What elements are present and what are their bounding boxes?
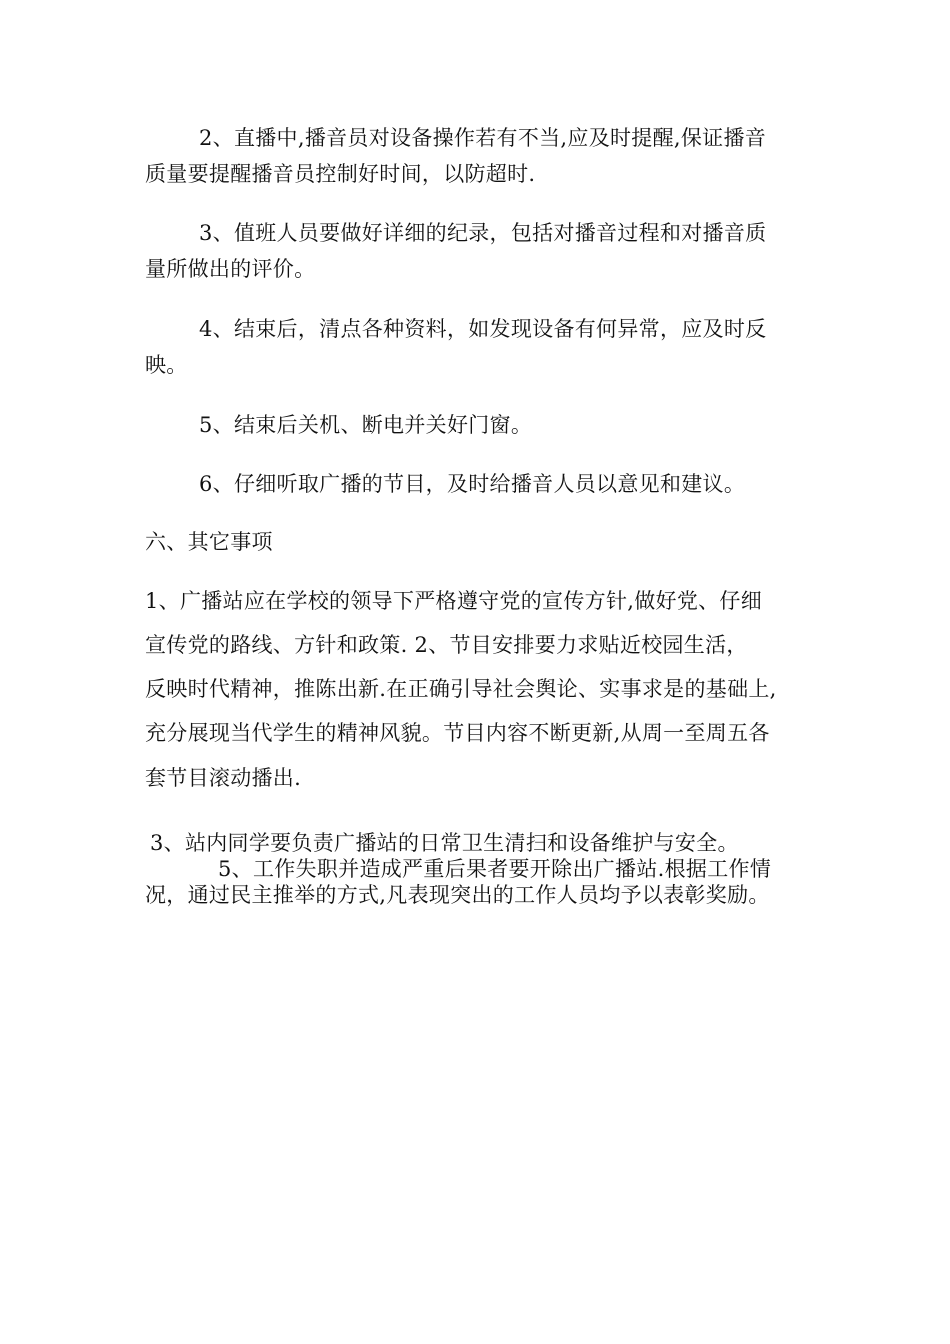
paragraph-line: 质量要提醒播音员控制好时间，以防超时.: [145, 162, 536, 186]
paragraph-line: 反映时代精神，推陈出新.在正确引导社会舆论、实事求是的基础上,: [145, 677, 777, 701]
paragraph-line: 5、工作失职并造成严重后果者要开除出广播站.根据工作情: [218, 857, 772, 881]
paragraph-line: 5、结束后关机、断电并关好门窗。: [199, 413, 533, 437]
paragraph-line: 量所做出的评价。: [145, 257, 316, 281]
paragraph-line: 3、值班人员要做好详细的纪录，包括对播音过程和对播音质: [199, 221, 767, 245]
paragraph-line: 况，通过民主推举的方式,凡表现突出的工作人员均予以表彰奖励。: [145, 883, 770, 907]
paragraph-line: 1、广播站应在学校的领导下严格遵守党的宣传方针,做好党、仔细: [145, 589, 763, 613]
paragraph-line: 3、站内同学要负责广播站的日常卫生清扫和设备维护与安全。: [150, 831, 739, 855]
paragraph-line: 6、仔细听取广播的节目，及时给播音人员以意见和建议。: [199, 472, 746, 496]
paragraph-line: 映。: [145, 353, 188, 377]
paragraph-line: 套节目滚动播出.: [145, 766, 302, 790]
paragraph-line: 充分展现当代学生的精神风貌。节目内容不断更新,从周一至周五各: [145, 721, 770, 745]
paragraph-line: 宣传党的路线、方针和政策. 2、节目安排要力求贴近校园生活，: [145, 633, 748, 657]
paragraph-line: 2、直播中,播音员对设备操作若有不当,应及时提醒,保证播音: [199, 126, 767, 150]
paragraph-line: 4、结束后，清点各种资料，如发现设备有何异常，应及时反: [199, 317, 767, 341]
section-heading: 六、其它事项: [145, 530, 273, 554]
